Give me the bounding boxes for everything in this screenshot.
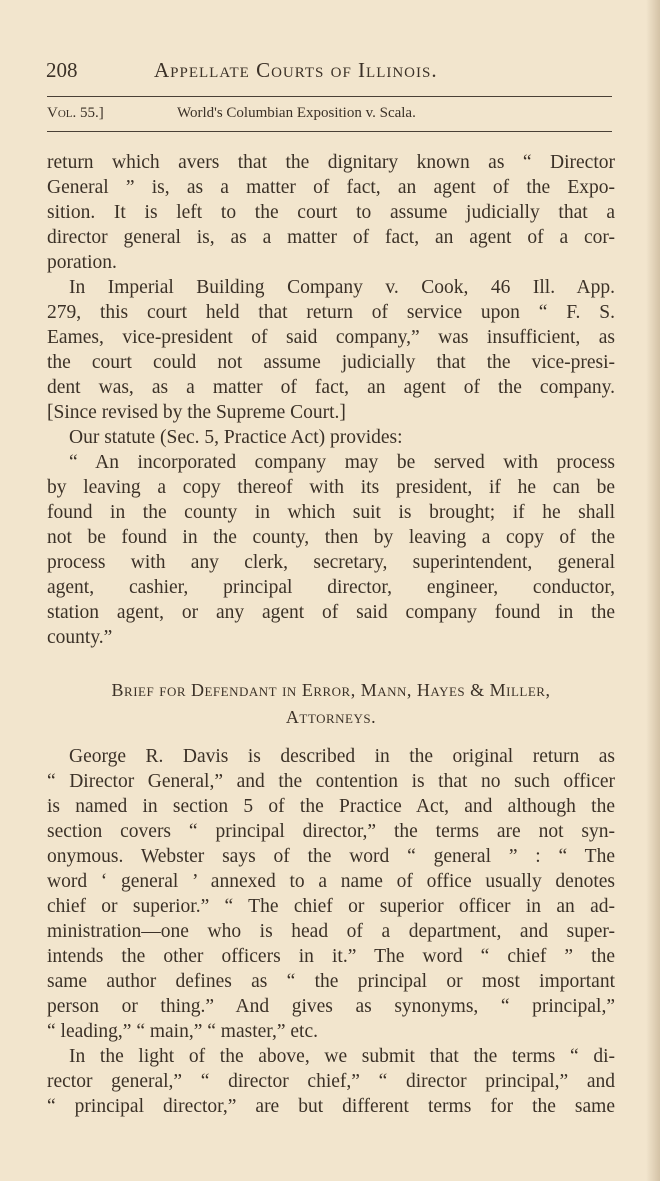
- text-line: Our statute (Sec. 5, Practice Act) provides:: [69, 427, 403, 448]
- text-line: the court could not assume judicially that the vice-presi-: [47, 352, 615, 373]
- text-line: General ” is, as a matter of fact, an agent of the Expo-: [47, 177, 615, 198]
- text-line: dent was, as a matter of fact, an agent of the company.: [47, 377, 615, 398]
- text-line: director general is, as a matter of fact, an agent of a cor-: [47, 227, 615, 248]
- text-line: “ principal director,” are but different terms for the same: [47, 1096, 615, 1117]
- text-line: ministration—one who is head of a department, and super-: [47, 921, 615, 942]
- text-line: Eames, vice-president of said company,” was insufficient, as: [47, 327, 615, 348]
- text-line: 279, this court held that return of service upon “ F. S.: [47, 302, 615, 323]
- case-subheader: [47, 105, 607, 122]
- page-number: 208: [46, 58, 78, 82]
- text-line: intends the other officers in it.” The word “ chief ” the: [47, 946, 615, 967]
- body-text-bottom: [47, 744, 615, 1119]
- text-line: chief or superior.” “ The chief or superior officer in an ad-: [47, 896, 615, 917]
- page-edge-shadow: [646, 0, 660, 1181]
- text-line: “ An incorporated company may be served with process: [69, 452, 615, 473]
- text-line: “ leading,” “ main,” “ master,” etc.: [47, 1021, 318, 1042]
- text-line: is named in section 5 of the Practice Act, and although the: [47, 796, 615, 817]
- text-line: onymous. Webster says of the word “ general ” : “ The: [47, 846, 615, 867]
- text-line: “ Director General,” and the contention is that no such officer: [47, 771, 615, 792]
- text-line: station agent, or any agent of said company found in the: [47, 602, 615, 623]
- header-rule-top: [47, 96, 612, 97]
- text-line: process with any clerk, secretary, superintendent, general: [47, 552, 615, 573]
- text-line: rector general,” “ director chief,” “ director principal,” and: [47, 1071, 615, 1092]
- text-line: section covers “ principal director,” the terms are not syn-: [47, 821, 615, 842]
- brief-heading-line-2: Attorneys.: [285, 707, 377, 727]
- text-line: In Imperial Building Company v. Cook, 46 Ill. App.: [69, 277, 615, 298]
- case-title: World's Columbian Exposition v. Scala.: [177, 105, 416, 121]
- header-rule-bottom: [47, 131, 612, 132]
- brief-heading: [47, 677, 615, 731]
- text-line: [Since revised by the Supreme Court.]: [47, 402, 346, 423]
- text-line: George R. Davis is described in the original return as: [69, 746, 615, 767]
- text-line: county.”: [47, 627, 113, 648]
- text-line: same author defines as “ the principal or most important: [47, 971, 615, 992]
- text-line: person or thing.” And gives as synonyms, “ principal,”: [47, 996, 615, 1017]
- text-line: agent, cashier, principal director, engineer, conductor,: [47, 577, 615, 598]
- text-line: word ‘ general ’ annexed to a name of office usually denotes: [47, 871, 615, 892]
- body-text-top: [47, 150, 615, 650]
- text-line: sition. It is left to the court to assume judicially that a: [47, 202, 615, 223]
- text-line: poration.: [47, 252, 117, 273]
- volume-label: Vol. 55.]: [47, 105, 104, 121]
- text-line: by leaving a copy thereof with its president, if he can be: [47, 477, 615, 498]
- text-line: found in the county in which suit is brought; if he shall: [47, 502, 615, 523]
- text-line: In the light of the above, we submit that the terms “ di-: [69, 1046, 615, 1067]
- running-title: Appellate Courts of Illinois.: [154, 58, 438, 82]
- brief-heading-line-1: Brief for Defendant in Error, Mann, Hayes & Miller,: [111, 680, 551, 700]
- text-line: not be found in the county, then by leaving a copy of the: [47, 527, 615, 548]
- text-line: return which avers that the dignitary known as “ Director: [47, 152, 615, 173]
